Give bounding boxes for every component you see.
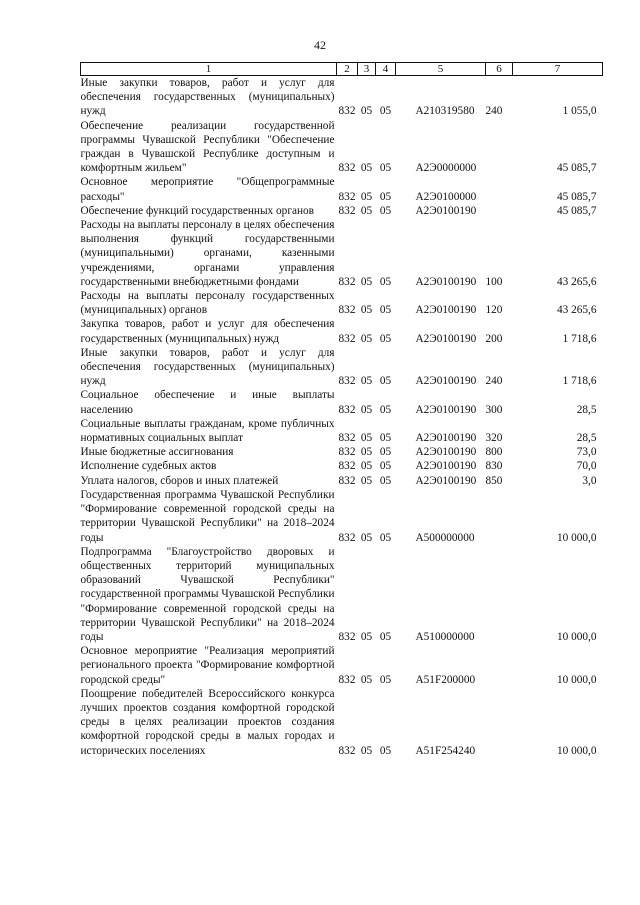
row-subsection: 05 bbox=[379, 446, 392, 459]
header-col-1: 1 bbox=[81, 63, 337, 76]
row-subsection: 05 bbox=[379, 190, 392, 203]
row-name: Иные закупки товаров, работ и услуг для обеспечения государственных (муниципальных) нужд bbox=[80, 77, 335, 118]
row-subsection: 05 bbox=[379, 275, 392, 288]
row-amount: 10 000,0 bbox=[556, 531, 597, 544]
table-row bbox=[81, 289, 603, 317]
row-target-code: A2Э0100000 bbox=[415, 190, 477, 203]
header-col-3: 3 bbox=[358, 63, 376, 76]
row-target-code: A2Э0100190 bbox=[415, 275, 477, 288]
row-ministry-code: 832 bbox=[338, 204, 356, 217]
row-target-code: A51F200000 bbox=[415, 673, 476, 686]
row-expense-kind: 320 bbox=[485, 432, 503, 445]
row-expense-kind: 100 bbox=[485, 275, 503, 288]
table-row bbox=[81, 644, 603, 687]
row-subsection: 05 bbox=[379, 162, 392, 175]
row-name: Подпрограмма "Благоустройство дворовых и общественных территорий муниципальных образований Чувашской Республики" государственной программы Чувашской Республики "Формирование современной городской среды на территории Чувашской Республики" на 2018–2024 годы bbox=[80, 545, 335, 643]
row-expense-kind: 850 bbox=[485, 474, 503, 487]
row-subsection: 05 bbox=[379, 474, 392, 487]
row-section: 05 bbox=[360, 204, 373, 217]
row-ministry-code: 832 bbox=[338, 105, 356, 118]
row-ministry-code: 832 bbox=[338, 190, 356, 203]
row-expense-kind bbox=[486, 644, 513, 687]
table-header bbox=[81, 63, 603, 76]
row-name: Основное мероприятие "Общепрограммные расходы" bbox=[80, 176, 335, 203]
row-subsection: 05 bbox=[379, 673, 392, 686]
row-target-code: A2Э0100190 bbox=[415, 403, 477, 416]
row-section: 05 bbox=[360, 275, 373, 288]
row-ministry-code: 832 bbox=[338, 630, 356, 643]
row-expense-kind: 800 bbox=[485, 446, 503, 459]
row-ministry-code: 832 bbox=[338, 673, 356, 686]
row-ministry-code: 832 bbox=[338, 474, 356, 487]
row-target-code: A500000000 bbox=[415, 531, 475, 544]
row-expense-kind: 240 bbox=[485, 105, 503, 118]
row-expense-kind bbox=[486, 545, 513, 644]
row-ministry-code: 832 bbox=[338, 162, 356, 175]
row-amount: 1 055,0 bbox=[562, 105, 597, 118]
row-expense-kind bbox=[486, 175, 513, 203]
row-subsection: 05 bbox=[379, 375, 392, 388]
table-row bbox=[81, 417, 603, 445]
row-subsection: 05 bbox=[379, 432, 392, 445]
row-amount: 43 265,6 bbox=[556, 275, 597, 288]
row-name: Обеспечение функций государственных органов bbox=[80, 204, 315, 217]
header-row bbox=[81, 63, 603, 76]
row-amount: 45 085,7 bbox=[556, 162, 597, 175]
row-name: Уплата налогов, сборов и иных платежей bbox=[80, 474, 279, 487]
row-name: Поощрение победителей Всероссийского конкурса лучших проектов создания комфортной городской среды в целях реализации проектов создания комфортной городской среды в малых городах и исторических поселениях bbox=[80, 687, 335, 757]
row-subsection: 05 bbox=[379, 105, 392, 118]
row-amount: 1 718,6 bbox=[562, 332, 597, 345]
row-name: Расходы на выплаты персоналу в целях обеспечения выполнения функций государственными (муниципальными) органами, казенными учреждениями, органами управления государственными внебюджетными фондами bbox=[80, 219, 335, 288]
row-section: 05 bbox=[360, 190, 373, 203]
row-subsection: 05 bbox=[379, 460, 392, 473]
row-expense-kind: 830 bbox=[485, 460, 503, 473]
row-expense-kind: 240 bbox=[485, 375, 503, 388]
row-section: 05 bbox=[360, 531, 373, 544]
row-section: 05 bbox=[360, 105, 373, 118]
row-name: Иные закупки товаров, работ и услуг для обеспечения государственных (муниципальных) нужд bbox=[80, 346, 335, 388]
table-row bbox=[81, 459, 603, 473]
row-ministry-code: 832 bbox=[338, 304, 356, 317]
row-target-code: A2Э0100190 bbox=[415, 474, 477, 487]
row-section: 05 bbox=[360, 744, 373, 757]
row-amount: 45 085,7 bbox=[556, 204, 597, 217]
row-target-code: A210319580 bbox=[415, 105, 475, 118]
table-row bbox=[81, 388, 603, 416]
row-expense-kind: 120 bbox=[485, 304, 503, 317]
row-amount: 10 000,0 bbox=[556, 673, 597, 686]
table-row bbox=[81, 218, 603, 289]
row-subsection: 05 bbox=[379, 332, 392, 345]
page-number: 42 bbox=[314, 38, 326, 52]
table-body bbox=[81, 76, 603, 758]
table-row bbox=[81, 445, 603, 459]
row-target-code: A2Э0100190 bbox=[415, 304, 477, 317]
header-col-6: 6 bbox=[486, 63, 513, 76]
row-section: 05 bbox=[360, 673, 373, 686]
row-amount: 3,0 bbox=[582, 474, 597, 487]
row-expense-kind bbox=[486, 119, 513, 176]
row-amount: 43 265,6 bbox=[556, 304, 597, 317]
table-row bbox=[81, 204, 603, 218]
header-col-2: 2 bbox=[337, 63, 358, 76]
row-name: Иные бюджетные ассигнования bbox=[80, 446, 234, 459]
row-subsection: 05 bbox=[379, 531, 392, 544]
row-target-code: A510000000 bbox=[415, 630, 475, 643]
table-row bbox=[81, 488, 603, 545]
row-amount: 28,5 bbox=[576, 403, 597, 416]
row-amount: 70,0 bbox=[576, 460, 597, 473]
row-section: 05 bbox=[360, 162, 373, 175]
header-col-7: 7 bbox=[513, 63, 603, 76]
row-name: Социальное обеспечение и иные выплаты населению bbox=[80, 389, 335, 416]
row-ministry-code: 832 bbox=[338, 332, 356, 345]
row-subsection: 05 bbox=[379, 403, 392, 416]
table-row bbox=[81, 317, 603, 345]
row-amount: 28,5 bbox=[576, 432, 597, 445]
row-section: 05 bbox=[360, 474, 373, 487]
row-target-code: A2Э0100190 bbox=[415, 460, 477, 473]
row-expense-kind bbox=[486, 204, 513, 218]
row-amount: 1 718,6 bbox=[562, 375, 597, 388]
header-col-4: 4 bbox=[376, 63, 396, 76]
row-name: Закупка товаров, работ и услуг для обеспечения государственных (муниципальных) нужд bbox=[80, 318, 335, 345]
row-name: Государственная программа Чувашской Республики "Формирование современной городской среды на территории Чувашской Республики" на 2018–2024 годы bbox=[80, 488, 335, 544]
row-ministry-code: 832 bbox=[338, 275, 356, 288]
row-ministry-code: 832 bbox=[338, 432, 356, 445]
row-name: Исполнение судебных актов bbox=[80, 460, 217, 473]
row-expense-kind: 300 bbox=[485, 403, 503, 416]
row-target-code: A51F254240 bbox=[415, 744, 476, 757]
row-target-code: A2Э0100190 bbox=[415, 332, 477, 345]
table-row bbox=[81, 545, 603, 644]
row-ministry-code: 832 bbox=[338, 460, 356, 473]
row-amount: 45 085,7 bbox=[556, 190, 597, 203]
row-ministry-code: 832 bbox=[338, 403, 356, 416]
row-amount: 73,0 bbox=[576, 446, 597, 459]
row-target-code: A2Э0100190 bbox=[415, 446, 477, 459]
table-row bbox=[81, 687, 603, 758]
budget-table bbox=[80, 62, 603, 758]
row-ministry-code: 832 bbox=[338, 375, 356, 388]
row-section: 05 bbox=[360, 375, 373, 388]
row-ministry-code: 832 bbox=[338, 531, 356, 544]
row-target-code: A2Э0100190 bbox=[415, 432, 477, 445]
row-expense-kind: 200 bbox=[485, 332, 503, 345]
row-section: 05 bbox=[360, 460, 373, 473]
row-target-code: A2Э0000000 bbox=[415, 162, 477, 175]
row-subsection: 05 bbox=[379, 744, 392, 757]
row-name: Основное мероприятие "Реализация мероприятий регионального проекта "Формирование комфортной городской среды" bbox=[80, 645, 335, 686]
row-subsection: 05 bbox=[379, 304, 392, 317]
table-row bbox=[81, 175, 603, 203]
row-ministry-code: 832 bbox=[338, 744, 356, 757]
row-name: Расходы на выплаты персоналу государственных (муниципальных) органов bbox=[80, 290, 335, 317]
row-section: 05 bbox=[360, 403, 373, 416]
table-row bbox=[81, 346, 603, 389]
row-name: Социальные выплаты гражданам, кроме публичных нормативных социальных выплат bbox=[80, 417, 335, 445]
row-section: 05 bbox=[360, 432, 373, 445]
row-expense-kind bbox=[486, 488, 513, 545]
row-section: 05 bbox=[360, 446, 373, 459]
table-row bbox=[81, 119, 603, 176]
table-row bbox=[81, 474, 603, 488]
row-expense-kind bbox=[486, 687, 513, 758]
row-subsection: 05 bbox=[379, 630, 392, 643]
row-amount: 10 000,0 bbox=[556, 744, 597, 757]
row-section: 05 bbox=[360, 304, 373, 317]
row-name: Обеспечение реализации государственной программы Чувашской Республики "Обеспечение граждан в Чувашской Республике доступным и комфортным жильем" bbox=[80, 119, 335, 175]
row-target-code: A2Э0100190 bbox=[415, 375, 477, 388]
row-target-code: A2Э0100190 bbox=[415, 204, 477, 217]
row-ministry-code: 832 bbox=[338, 446, 356, 459]
row-subsection: 05 bbox=[379, 204, 392, 217]
row-amount: 10 000,0 bbox=[556, 630, 597, 643]
table-row bbox=[81, 76, 603, 119]
row-section: 05 bbox=[360, 332, 373, 345]
row-section: 05 bbox=[360, 630, 373, 643]
header-col-5: 5 bbox=[396, 63, 486, 76]
